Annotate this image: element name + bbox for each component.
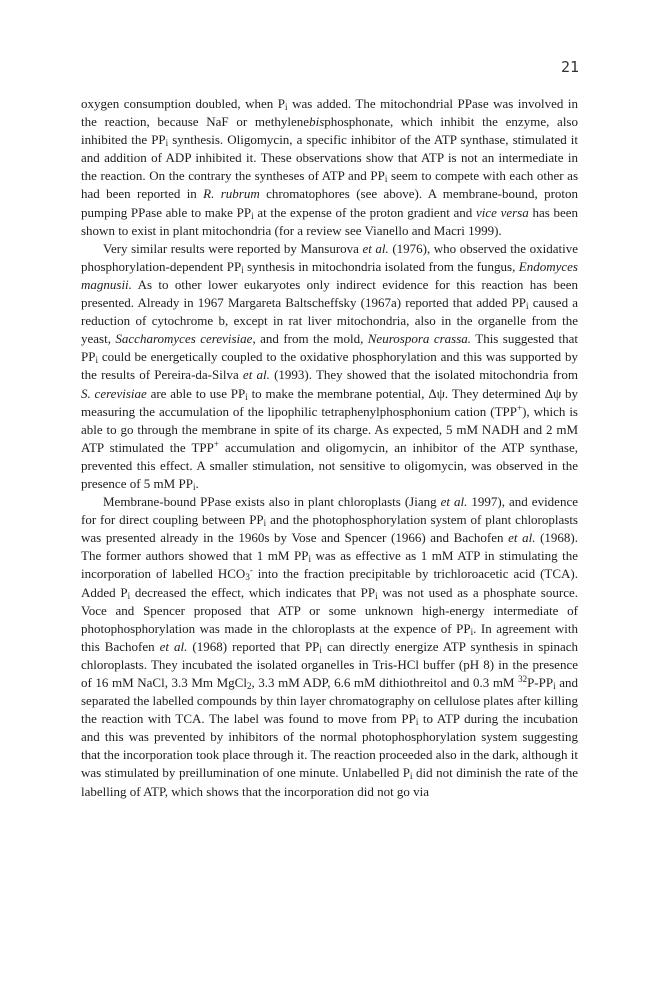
- text-run: synthesis in mitochondria isolated from the fungus,: [243, 258, 519, 274]
- subscript: i: [263, 518, 267, 529]
- page-number: 21: [560, 58, 579, 76]
- paragraph-1: [81, 95, 578, 240]
- subscript: i: [165, 138, 169, 149]
- text-run: accumulation and oligomycin, an inhibitor of the ATP synthase, prevented this effect. A smaller stimulation, not sensitive to oligomycin, was observed in the presence of 5 mM PP: [81, 439, 578, 491]
- text-run: seem to compete with each other as had been reported in: [81, 168, 579, 202]
- subscript: i: [308, 554, 311, 565]
- subscript: 3: [245, 572, 250, 583]
- subscript: i: [319, 644, 322, 655]
- italic-run: et al.: [440, 494, 468, 510]
- text-run: .: [195, 475, 199, 491]
- subscript: i: [415, 717, 419, 728]
- text-run: at the expense of the proton gradient and: [253, 204, 476, 220]
- paragraph-3: [81, 493, 578, 801]
- italic-run: R. rubrum: [203, 186, 260, 202]
- subscript: i: [375, 590, 378, 601]
- text-run: into the fraction precipitable by trichloroacetic acid (TCA). Added P: [81, 566, 578, 600]
- text-run: This suggested that PP: [81, 331, 578, 365]
- text-run: As to other lower eukaryotes only indirect evidence for this reaction has been presented. Already in 1967 Margareta Baltscheffsky (1967a) reported that added PP: [81, 276, 578, 311]
- italic-run: Saccharomyces cerevisiae: [115, 331, 253, 347]
- subscript: i: [409, 771, 413, 782]
- text-run: 1997), and evidence for for direct coupling between PP: [81, 494, 578, 528]
- italic-run: bis: [309, 114, 325, 130]
- text-run: decreased the effect, which indicates that PP: [130, 584, 376, 600]
- text-run: phosphonate, which inhibit the enzyme, also inhibited the PP: [81, 114, 578, 148]
- text-run: was added. The mitochondrial PPase was involved in the reaction, because NaF or methylene: [81, 96, 578, 130]
- superscript: +: [213, 438, 219, 449]
- text-run: oxygen consumption doubled, when P: [81, 96, 286, 111]
- italic-run: et al.: [159, 638, 188, 654]
- text-run: was not used as a phosphate source. Voce and Spencer proposed that ATP or some unknown high-energy intermediate of photophosphorylation was made in the chloroplasts at the expence of PP: [81, 584, 578, 636]
- text-run: (1976), who observed the oxidative phosphorylation-dependent PP: [81, 240, 578, 274]
- text-run: caused a reduction of cytochrome b, except in rat liver mitochondria, also in the organelle from the yeast,: [81, 295, 578, 347]
- text-run: , and from the mold,: [252, 331, 368, 347]
- subscript: i: [241, 264, 244, 275]
- text-run: chromatophores (see above). A membrane-bound, proton pumping PPase able to make PP: [81, 186, 579, 220]
- subscript: 2: [246, 681, 252, 691]
- subscript: i: [245, 391, 248, 402]
- text-run: to make the membrane potential, Δψ. They determined Δψ by measuring the accumulation of the lipophilic tetraphenylphosphonium cation (TPP: [81, 385, 579, 419]
- text-run: P-PP: [527, 675, 554, 690]
- text-run: ), which is able to go through the membrane in spite of its charge. As expected, 5 mM NADH and 2 mM ATP stimulated the TPP: [81, 403, 578, 455]
- text-run: (1993). They showed that the isolated mitochondria from: [269, 367, 578, 383]
- subscript: i: [553, 681, 556, 691]
- text-run: and separated the labelled compounds by thin layer chromatography on cellulose plates after killing the reaction with TCA. The label was found to move from PP: [81, 675, 578, 727]
- subscript: i: [95, 355, 98, 366]
- text-run: did not diminish the rate of the labelling of ATP, which shows that the incorporation did not go via: [81, 765, 579, 799]
- subscript: i: [192, 481, 196, 492]
- superscript: +: [516, 402, 523, 413]
- text-run: , 3.3 mM ADP, 6.6 mM dithiothreitol and 0.3 mM: [251, 675, 519, 690]
- text-run: and the photophosphorylation system of plant chloroplasts was presented already in the 1960s by Vose and Spencer (1966) and Bachofen: [81, 512, 578, 546]
- subscript: i: [127, 590, 131, 601]
- text-run: could be energetically coupled to the oxidative phosphorylation and this was supported by the results of Pereira-da-Silva: [81, 349, 578, 383]
- text-run: Very similar results were reported by Mansurova: [103, 240, 363, 256]
- text-run: synthesis. Oligomycin, a specific inhibitor of the ATP synthase, stimulated it and addition of ADP inhibited it. These observations show that ATP is not an intermediate in the reaction. On the contrary the syntheses of ATP and PP: [81, 132, 579, 184]
- body-text: [81, 95, 578, 801]
- subscript: i: [384, 174, 388, 185]
- italic-run: et al.: [242, 367, 270, 383]
- superscript: -: [249, 565, 253, 576]
- text-run: was as effective as 1 mM ATP in stimulating the incorporation of labelled HCO: [81, 548, 578, 582]
- italic-run: et al.: [508, 530, 536, 546]
- text-run: . In agreement with this Bachofen: [81, 620, 578, 654]
- text-run: (1968) reported that PP: [187, 638, 320, 654]
- text-run: are able to use PP: [146, 385, 246, 401]
- paragraph-2: [81, 240, 578, 493]
- text-run: can directly energize ATP synthesis in spinach chloroplasts. They incubated the isolated organelles in Tris-HCl buffer (pH 8) in the presence of 16 mM NaCl, 3.3 Mm MgCl: [81, 638, 578, 690]
- italic-run: et al.: [362, 240, 389, 256]
- subscript: i: [251, 210, 254, 221]
- superscript: 32: [518, 674, 528, 684]
- text-run: (1968). The former authors showed that 1 mM PP: [81, 530, 578, 564]
- subscript: i: [285, 102, 288, 112]
- subscript: i: [526, 301, 529, 312]
- italic-run: Neurospora crassa.: [367, 331, 472, 347]
- text-run: to ATP during the incubation and this was prevented by inhibitors of the normal photophosphorylation system suggesting that the incorporation took place through it. The reaction proceeded also in the dark, although it was stimulated by preillumination of one minute. Unlabelled P: [81, 711, 578, 781]
- italic-run: Endomyces magnusii.: [81, 258, 578, 292]
- italic-run: S. cerevisiae: [81, 385, 147, 401]
- italic-run: vice versa: [475, 204, 529, 220]
- text-run: has been shown to exist in plant mitochondria (for a review see Vianello and Macri 1999).: [81, 204, 578, 238]
- subscript: i: [470, 626, 474, 637]
- text-run: Membrane-bound PPase exists also in plant chloroplasts (Jiang: [103, 494, 441, 510]
